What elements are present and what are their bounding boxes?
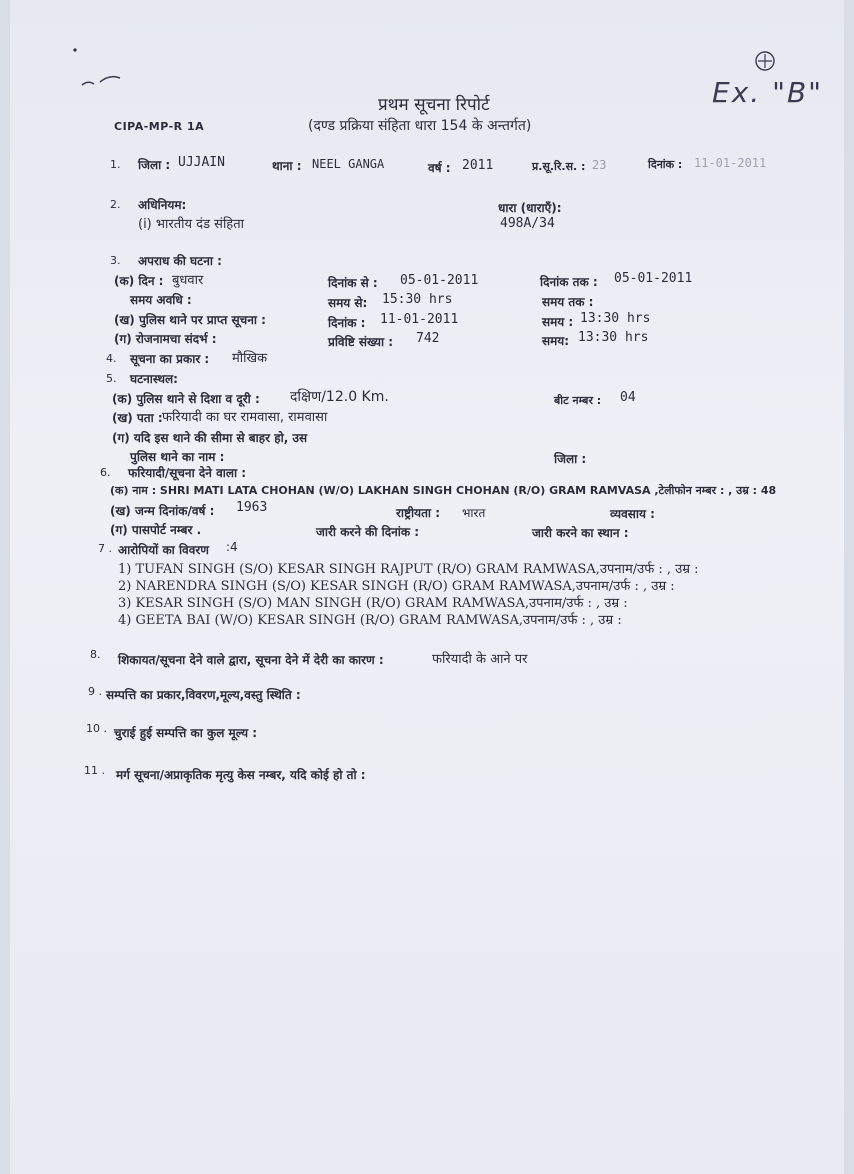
nationality-value: भारत xyxy=(462,506,486,520)
form-code: CIPA-MP-R 1A xyxy=(114,120,205,133)
outside-district-label: जिला : xyxy=(554,452,587,466)
fir-number-value: 23 xyxy=(592,158,607,172)
day-label: (क) दिन : xyxy=(114,274,164,288)
section-8-number: 8. xyxy=(90,648,101,661)
from-time-value: 15:30 hrs xyxy=(382,292,453,307)
gd-time-value: 13:30 hrs xyxy=(578,330,649,345)
accused-count: :4 xyxy=(226,540,238,554)
fir-date-label: दिनांक : xyxy=(648,158,683,171)
received-time-label: समय : xyxy=(542,315,574,329)
accused-item: 3) KESAR SINGH (S/O) MAN SINGH (R/O) GRAM RAMWASA,उपनाम/उर्फ : , उम्र : xyxy=(118,596,628,611)
sections-value: 498A/34 xyxy=(500,216,555,231)
place-label: घटनास्थल: xyxy=(130,372,178,386)
fir-number-label: प्र.सू.रि.स. : xyxy=(532,160,586,173)
dob-value: 1963 xyxy=(236,500,268,515)
from-date-value: 05-01-2011 xyxy=(400,273,479,288)
address-value: फरियादी का घर रामवासा, रामवासा xyxy=(162,410,328,425)
section-7-number: 7 . xyxy=(98,542,112,555)
district-label: जिला : xyxy=(138,158,171,172)
passport-issue-date-label: जारी करने की दिनांक : xyxy=(316,525,420,539)
gd-reference-label: (ग) रोजनामचा संदर्भ : xyxy=(114,332,217,346)
received-date-label: दिनांक : xyxy=(328,316,366,330)
dob-label: (ख) जन्म दिनांक/वर्ष : xyxy=(110,504,215,518)
passport-issue-place-label: जारी करने का स्थान : xyxy=(532,526,629,540)
year-label: वर्ष : xyxy=(428,161,451,175)
beat-number-label: बीट नम्बर : xyxy=(554,394,602,407)
accused-item: 4) GEETA BAI (W/O) KESAR SINGH (R/O) GRAM RAMWASA,उपनाम/उर्फ : , उम्र : xyxy=(118,613,622,628)
info-type-label: सूचना का प्रकार : xyxy=(130,352,210,366)
direction-label: (क) पुलिस थाने से दिशा व दूरी : xyxy=(112,392,260,406)
section-6-number: 6. xyxy=(100,466,111,479)
fir-date-value: 11-01-2011 xyxy=(694,156,767,170)
seal-scribble-mark xyxy=(750,48,780,74)
to-date-value: 05-01-2011 xyxy=(614,271,693,286)
section-5-number: 5. xyxy=(106,372,117,385)
stolen-property-value-label: चुराई हुई सम्पत्ति का कुल मूल्य : xyxy=(114,726,258,740)
complainant-label: फरियादी/सूचना देने वाला : xyxy=(128,466,247,480)
exhibit-handwritten-mark: Ex. "B" xyxy=(712,76,824,109)
incident-label: अपराध की घटना : xyxy=(138,254,222,268)
received-time-value: 13:30 hrs xyxy=(580,311,651,326)
station-value: NEEL GANGA xyxy=(312,157,385,171)
accused-item: 1) TUFAN SINGH (S/O) KESAR SINGH RAJPUT (R/O) GRAM RAMWASA,उपनाम/उर्फ : , उम्र : xyxy=(118,562,699,577)
time-period-label: समय अवधि : xyxy=(130,293,192,307)
document-title: प्रथम सूचना रिपोर्ट xyxy=(378,95,490,115)
section-2-number: 2. xyxy=(110,198,121,211)
sections-label: धारा (धाराएँ): xyxy=(498,201,562,215)
from-date-label: दिनांक से : xyxy=(328,276,378,290)
district-value: UJJAIN xyxy=(178,155,225,170)
complainant-name-line: (क) नाम : SHRI MATI LATA CHOHAN (W/O) LAKHAN SINGH CHOHAN (R/O) GRAM RAMVASA ,टेलीफोन नम्बर : , उम्र : 48 xyxy=(110,484,777,497)
direction-value: दक्षिण/12.0 Km. xyxy=(290,389,389,405)
pen-scribble-mark xyxy=(70,40,140,95)
section-10-number: 10 . xyxy=(86,722,107,735)
info-received-label: (ख) पुलिस थाने पर प्राप्त सूचना : xyxy=(114,313,266,327)
outside-station-label: पुलिस थाने का नाम : xyxy=(130,450,225,464)
passport-label: (ग) पासपोर्ट नम्बर . xyxy=(110,523,202,537)
entry-number-label: प्रविष्टि संख्या : xyxy=(328,335,394,349)
section-1-number: 1. xyxy=(110,158,121,171)
from-time-label: समय से: xyxy=(328,296,368,310)
station-label: थाना : xyxy=(272,159,302,173)
unnatural-death-case-label: मर्ग सूचना/अप्राकृतिक मृत्यु केस नम्बर, यदि कोई हो तो : xyxy=(116,768,366,782)
to-date-label: दिनांक तक : xyxy=(540,275,598,289)
occupation-label: व्यवसाय : xyxy=(610,507,655,521)
nationality-label: राष्ट्रीयता : xyxy=(396,506,441,520)
section-4-number: 4. xyxy=(106,352,117,365)
beat-number-value: 04 xyxy=(620,390,636,405)
document-subtitle: (दण्ड प्रक्रिया संहिता धारा 154 के अन्तर्गत) xyxy=(308,118,532,134)
year-value: 2011 xyxy=(462,158,494,173)
gd-time-label: समय: xyxy=(542,334,570,348)
delay-reason-label: शिकायत/सूचना देने वाले द्वारा, सूचना देने में देरी का कारण : xyxy=(118,653,384,667)
section-11-number: 11 . xyxy=(84,764,105,777)
accused-label: आरोपियों का विवरण xyxy=(118,543,209,557)
outside-jurisdiction-label: (ग) यदि इस थाने की सीमा से बाहर हो, उस xyxy=(112,431,308,445)
act-label: अधिनियम: xyxy=(138,198,187,212)
received-date-value: 11-01-2011 xyxy=(380,312,459,327)
day-value: बुधवार xyxy=(172,273,204,288)
info-type-value: मौखिक xyxy=(232,351,268,366)
act-value: (i) भारतीय दंड संहिता xyxy=(138,217,244,232)
accused-item: 2) NARENDRA SINGH (S/O) KESAR SINGH (R/O) GRAM RAMWASA,उपनाम/उर्फ : , उम्र : xyxy=(118,579,675,594)
to-time-label: समय तक : xyxy=(542,295,594,309)
section-9-number: 9 . xyxy=(88,685,102,698)
property-details-label: सम्पत्ति का प्रकार,विवरण,मूल्य,वस्तु स्थिति : xyxy=(106,688,301,702)
entry-number-value: 742 xyxy=(416,331,440,346)
delay-reason-value: फरियादी के आने पर xyxy=(432,652,528,667)
fir-document-page xyxy=(10,0,844,1174)
address-label: (ख) पता : xyxy=(112,411,163,425)
section-3-number: 3. xyxy=(110,254,121,267)
